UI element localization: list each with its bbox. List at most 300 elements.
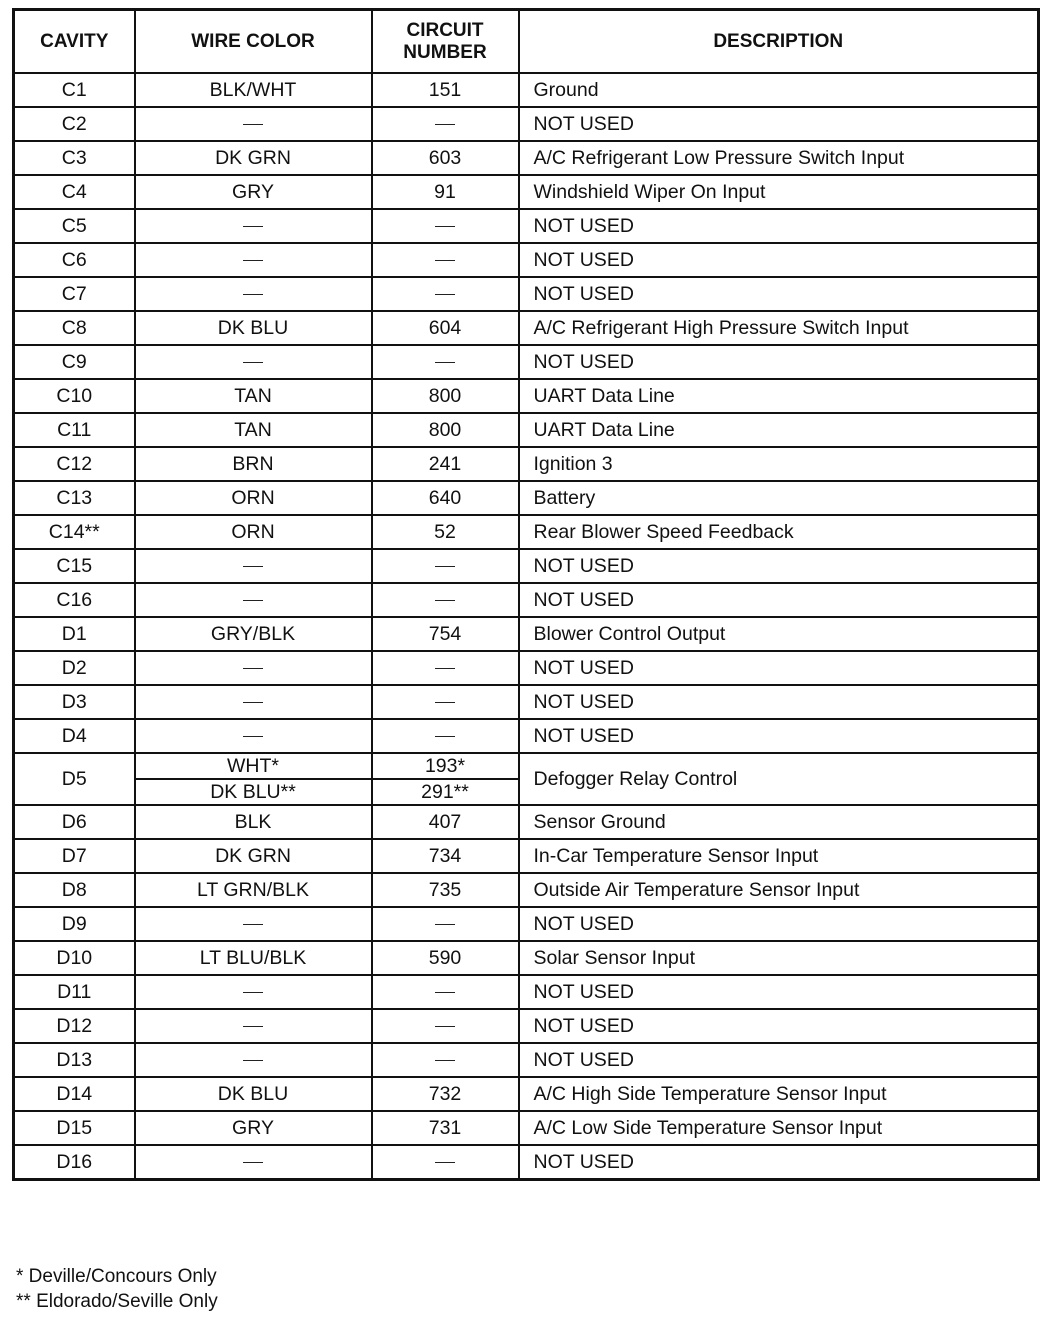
description-cell	[519, 1111, 1039, 1145]
circuit-number-cell	[372, 515, 519, 549]
wire-color-value: BLK/WHT	[209, 78, 297, 101]
wire-color-cell	[135, 73, 372, 107]
dash-mark	[243, 566, 263, 567]
wire-color-value: BLK	[234, 810, 272, 833]
cavity-value: C10	[56, 384, 93, 407]
circuit-number-value: 91	[434, 180, 456, 203]
circuit-number-value: 731	[428, 1116, 462, 1139]
cavity-cell	[14, 719, 135, 753]
cavity-value: D8	[61, 878, 87, 901]
table-row	[14, 481, 1039, 515]
table-row	[14, 345, 1039, 379]
description-value: Ground	[533, 78, 599, 101]
description-cell	[519, 209, 1039, 243]
table-row	[14, 141, 1039, 175]
cavity-value: C9	[61, 350, 87, 373]
description-cell	[519, 345, 1039, 379]
cavity-cell	[14, 753, 135, 805]
wire-color-cell	[135, 583, 372, 617]
dash-mark	[243, 260, 263, 261]
circuit-number-cell	[372, 719, 519, 753]
description-value: NOT USED	[533, 282, 634, 305]
circuit-number-value: 735	[428, 878, 462, 901]
circuit-number-cell	[372, 975, 519, 1009]
wire-color-cell	[135, 345, 372, 379]
dash-mark	[435, 1162, 455, 1163]
cavity-cell	[14, 107, 135, 141]
wire-color-value: ORN	[231, 486, 275, 509]
header-cavity: CAVITY	[14, 10, 135, 74]
circuit-number-value: 241	[428, 452, 462, 475]
wire-color-value: GRY	[232, 180, 274, 203]
dash-mark	[435, 600, 455, 601]
circuit-number-value-primary: 193*	[372, 754, 519, 780]
cavity-cell	[14, 141, 135, 175]
wire-color-value: TAN	[234, 418, 272, 441]
description-cell	[519, 1009, 1039, 1043]
cavity-value: D9	[61, 912, 87, 935]
table-row	[14, 447, 1039, 481]
wire-color-cell	[135, 753, 372, 805]
circuit-number-value: 604	[428, 316, 462, 339]
table-body	[14, 73, 1039, 1180]
circuit-number-value: 734	[428, 844, 462, 867]
circuit-number-cell	[372, 345, 519, 379]
table-header	[14, 10, 1039, 74]
description-value: NOT USED	[533, 112, 634, 135]
description-cell	[519, 941, 1039, 975]
wire-color-cell	[135, 941, 372, 975]
footnotes	[16, 1264, 218, 1314]
circuit-number-value: 407	[428, 810, 462, 833]
description-value: UART Data Line	[533, 418, 675, 441]
wire-color-cell	[135, 107, 372, 141]
dash-mark	[435, 1060, 455, 1061]
wire-color-cell	[135, 975, 372, 1009]
description-cell	[519, 515, 1039, 549]
circuit-number-value: 52	[434, 520, 456, 543]
table-row	[14, 413, 1039, 447]
wire-color-cell	[135, 379, 372, 413]
circuit-number-cell	[372, 583, 519, 617]
description-value: Blower Control Output	[533, 622, 726, 645]
description-value: Sensor Ground	[533, 810, 666, 833]
description-cell	[519, 907, 1039, 941]
table-row	[14, 685, 1039, 719]
description-cell	[519, 583, 1039, 617]
wire-color-value: LT GRN/BLK	[197, 878, 309, 901]
cavity-cell	[14, 839, 135, 873]
dash-mark	[243, 924, 263, 925]
circuit-number-cell	[372, 651, 519, 685]
cavity-value: C8	[61, 316, 87, 339]
description-cell	[519, 549, 1039, 583]
table-row	[14, 379, 1039, 413]
description-cell	[519, 685, 1039, 719]
dash-mark	[243, 600, 263, 601]
dash-mark	[435, 566, 455, 567]
cavity-value: C15	[56, 554, 93, 577]
description-value: Ignition 3	[533, 452, 613, 475]
description-value: Battery	[533, 486, 596, 509]
wire-color-value: DK BLU	[217, 316, 289, 339]
dash-mark	[435, 294, 455, 295]
circuit-number-cell	[372, 73, 519, 107]
table-row	[14, 243, 1039, 277]
dash-mark	[243, 124, 263, 125]
circuit-number-cell	[372, 617, 519, 651]
dash-mark	[243, 294, 263, 295]
description-value: Windshield Wiper On Input	[533, 180, 766, 203]
wire-color-value-secondary: DK BLU**	[210, 781, 296, 803]
table-row	[14, 907, 1039, 941]
circuit-number-value: 754	[428, 622, 462, 645]
header-row	[14, 10, 1039, 74]
dash-mark	[243, 992, 263, 993]
wire-color-value: GRY	[232, 1116, 274, 1139]
cavity-cell	[14, 243, 135, 277]
circuit-number-cell	[372, 907, 519, 941]
circuit-number-cell	[372, 175, 519, 209]
wire-color-value: LT BLU/BLK	[199, 946, 307, 969]
table-row	[14, 515, 1039, 549]
cavity-value: C5	[61, 214, 87, 237]
wire-color-value: DK GRN	[215, 844, 291, 867]
cavity-value: D10	[56, 946, 93, 969]
wire-color-value: DK GRN	[215, 146, 291, 169]
description-value: NOT USED	[533, 350, 634, 373]
description-cell	[519, 311, 1039, 345]
cavity-value: D5	[61, 767, 87, 790]
cavity-value: D13	[56, 1048, 93, 1071]
cavity-value: D16	[56, 1150, 93, 1173]
dash-mark	[243, 1162, 263, 1163]
table-row	[14, 277, 1039, 311]
description-cell	[519, 975, 1039, 1009]
table-row	[14, 719, 1039, 753]
circuit-number-cell	[372, 1077, 519, 1111]
cavity-cell	[14, 1009, 135, 1043]
footnote-double-asterisk: ** Eldorado/Seville Only	[16, 1291, 218, 1312]
dash-mark	[435, 124, 455, 125]
dash-mark	[435, 260, 455, 261]
dash-mark	[435, 1026, 455, 1027]
circuit-number-cell	[372, 1009, 519, 1043]
circuit-number-cell	[372, 107, 519, 141]
dash-mark	[435, 992, 455, 993]
description-value: A/C High Side Temperature Sensor Input	[533, 1082, 887, 1105]
cavity-cell	[14, 941, 135, 975]
cavity-value: D6	[61, 810, 87, 833]
header-wire-color: WIRE COLOR	[135, 10, 372, 74]
wire-color-cell	[135, 651, 372, 685]
circuit-number-value: 800	[428, 384, 462, 407]
cavity-cell	[14, 685, 135, 719]
cavity-value: D11	[57, 980, 92, 1003]
wire-color-cell	[135, 447, 372, 481]
wire-color-cell	[135, 1077, 372, 1111]
description-cell	[519, 719, 1039, 753]
circuit-number-cell	[372, 1111, 519, 1145]
dash-mark	[243, 1060, 263, 1061]
cavity-cell	[14, 209, 135, 243]
description-value: Outside Air Temperature Sensor Input	[533, 878, 860, 901]
dash-mark	[435, 668, 455, 669]
description-cell	[519, 1145, 1039, 1180]
wire-color-value: GRY/BLK	[210, 622, 296, 645]
circuit-number-cell	[372, 481, 519, 515]
wire-color-cell	[135, 209, 372, 243]
cavity-cell	[14, 447, 135, 481]
wire-color-cell	[135, 549, 372, 583]
wire-color-value: ORN	[231, 520, 275, 543]
wire-color-cell	[135, 839, 372, 873]
wire-color-cell	[135, 277, 372, 311]
wire-color-value-primary: WHT*	[135, 754, 372, 780]
table-row	[14, 873, 1039, 907]
table-row	[14, 1111, 1039, 1145]
footnote-single-asterisk: * Deville/Concours Only	[16, 1266, 217, 1287]
description-value: NOT USED	[533, 248, 634, 271]
table-row	[14, 941, 1039, 975]
description-value: NOT USED	[533, 656, 634, 679]
wire-color-cell	[135, 515, 372, 549]
circuit-number-cell	[372, 277, 519, 311]
wire-color-cell	[135, 1145, 372, 1180]
cavity-cell	[14, 277, 135, 311]
description-value: NOT USED	[533, 1014, 634, 1037]
description-cell	[519, 839, 1039, 873]
circuit-number-cell	[372, 549, 519, 583]
table-row	[14, 549, 1039, 583]
description-value: NOT USED	[533, 980, 634, 1003]
cavity-cell	[14, 1043, 135, 1077]
description-cell	[519, 617, 1039, 651]
cavity-cell	[14, 1111, 135, 1145]
cavity-cell	[14, 175, 135, 209]
circuit-number-cell	[372, 941, 519, 975]
wire-color-cell	[135, 719, 372, 753]
wire-color-cell	[135, 1009, 372, 1043]
dash-mark	[435, 226, 455, 227]
table-row	[14, 1145, 1039, 1180]
circuit-number-cell	[372, 311, 519, 345]
description-cell	[519, 447, 1039, 481]
table-row	[14, 583, 1039, 617]
description-cell	[519, 1043, 1039, 1077]
table-row	[14, 73, 1039, 107]
circuit-number-value: 640	[428, 486, 462, 509]
circuit-number-value: 603	[428, 146, 462, 169]
circuit-number-cell	[372, 209, 519, 243]
dash-mark	[435, 736, 455, 737]
circuit-number-cell	[372, 873, 519, 907]
header-circuit-line1: CIRCUIT	[406, 19, 484, 41]
description-cell	[519, 651, 1039, 685]
header-description: DESCRIPTION	[519, 10, 1039, 74]
description-cell	[519, 107, 1039, 141]
wire-color-cell	[135, 1111, 372, 1145]
description-value: NOT USED	[533, 912, 634, 935]
cavity-cell	[14, 907, 135, 941]
circuit-number-cell	[372, 379, 519, 413]
cavity-cell	[14, 583, 135, 617]
cavity-value: C16	[56, 588, 93, 611]
cavity-cell	[14, 1077, 135, 1111]
table-row	[14, 311, 1039, 345]
description-value: A/C Low Side Temperature Sensor Input	[533, 1116, 883, 1139]
dash-mark	[243, 226, 263, 227]
table-row	[14, 175, 1039, 209]
description-cell	[519, 175, 1039, 209]
cavity-value: D3	[61, 690, 87, 713]
description-value: NOT USED	[533, 690, 634, 713]
description-cell	[519, 141, 1039, 175]
cavity-value: C13	[56, 486, 93, 509]
cavity-value: D12	[56, 1014, 93, 1037]
cavity-value: C6	[61, 248, 87, 271]
wire-color-value: DK BLU	[217, 1082, 289, 1105]
cavity-value: C2	[61, 112, 87, 135]
dash-mark	[243, 736, 263, 737]
circuit-number-cell	[372, 1043, 519, 1077]
cavity-cell	[14, 379, 135, 413]
description-cell	[519, 379, 1039, 413]
dash-mark	[243, 668, 263, 669]
dash-mark	[435, 362, 455, 363]
circuit-number-cell	[372, 839, 519, 873]
table-row	[14, 1043, 1039, 1077]
table-row	[14, 107, 1039, 141]
description-cell	[519, 243, 1039, 277]
circuit-number-cell	[372, 141, 519, 175]
table-row	[14, 1009, 1039, 1043]
circuit-number-value: 151	[428, 78, 462, 101]
connector-pinout-table	[12, 8, 1040, 1181]
cavity-value: C3	[61, 146, 87, 169]
description-cell	[519, 73, 1039, 107]
description-cell	[519, 873, 1039, 907]
description-value: In-Car Temperature Sensor Input	[533, 844, 819, 867]
cavity-cell	[14, 651, 135, 685]
cavity-cell	[14, 481, 135, 515]
wire-color-cell	[135, 243, 372, 277]
wire-color-cell	[135, 1043, 372, 1077]
table-row	[14, 209, 1039, 243]
description-value: Defogger Relay Control	[533, 767, 738, 790]
description-cell	[519, 277, 1039, 311]
wire-color-value: TAN	[234, 384, 272, 407]
cavity-cell	[14, 617, 135, 651]
circuit-number-cell	[372, 447, 519, 481]
cavity-value: C14**	[48, 520, 100, 543]
description-value: A/C Refrigerant High Pressure Switch Input	[533, 316, 909, 339]
description-value: NOT USED	[533, 1048, 634, 1071]
cavity-value: D15	[56, 1116, 93, 1139]
cavity-value: C11	[57, 418, 92, 441]
table-row	[14, 975, 1039, 1009]
cavity-cell	[14, 1145, 135, 1180]
wire-color-cell	[135, 617, 372, 651]
wire-color-cell	[135, 141, 372, 175]
cavity-value: D4	[61, 724, 87, 747]
table-row	[14, 651, 1039, 685]
header-circuit-number	[372, 10, 519, 74]
description-value: NOT USED	[533, 588, 634, 611]
description-cell	[519, 753, 1039, 805]
cavity-value: D14	[56, 1082, 93, 1105]
cavity-cell	[14, 345, 135, 379]
circuit-number-cell	[372, 753, 519, 805]
wire-color-cell	[135, 175, 372, 209]
wire-color-value: BRN	[232, 452, 274, 475]
cavity-cell	[14, 73, 135, 107]
circuit-number-value: 732	[428, 1082, 462, 1105]
cavity-value: C12	[56, 452, 93, 475]
header-circuit-line2: NUMBER	[403, 41, 487, 63]
description-cell	[519, 481, 1039, 515]
dash-mark	[243, 362, 263, 363]
wire-color-cell	[135, 805, 372, 839]
description-value: NOT USED	[533, 724, 634, 747]
description-value: NOT USED	[533, 554, 634, 577]
description-value: NOT USED	[533, 214, 634, 237]
cavity-value: C4	[61, 180, 87, 203]
description-cell	[519, 413, 1039, 447]
circuit-number-cell	[372, 243, 519, 277]
description-value: A/C Refrigerant Low Pressure Switch Input	[533, 146, 905, 169]
description-value: Solar Sensor Input	[533, 946, 696, 969]
table-row	[14, 805, 1039, 839]
description-value: Rear Blower Speed Feedback	[533, 520, 794, 543]
cavity-cell	[14, 975, 135, 1009]
wire-color-cell	[135, 481, 372, 515]
description-cell	[519, 1077, 1039, 1111]
cavity-cell	[14, 549, 135, 583]
cavity-cell	[14, 311, 135, 345]
cavity-value: D1	[61, 622, 87, 645]
circuit-number-value-secondary: 291**	[421, 781, 469, 803]
circuit-number-value: 590	[428, 946, 462, 969]
table-row	[14, 1077, 1039, 1111]
circuit-number-cell	[372, 805, 519, 839]
dash-mark	[243, 1026, 263, 1027]
cavity-value: C7	[61, 282, 87, 305]
description-value: UART Data Line	[533, 384, 675, 407]
table-row-split	[14, 753, 1039, 805]
table-row	[14, 617, 1039, 651]
circuit-number-cell	[372, 1145, 519, 1180]
cavity-cell	[14, 805, 135, 839]
circuit-number-value: 800	[428, 418, 462, 441]
cavity-value: D2	[61, 656, 87, 679]
circuit-number-cell	[372, 413, 519, 447]
wire-color-cell	[135, 907, 372, 941]
table-row	[14, 839, 1039, 873]
cavity-value: D7	[61, 844, 87, 867]
dash-mark	[435, 702, 455, 703]
cavity-cell	[14, 873, 135, 907]
circuit-number-cell	[372, 685, 519, 719]
wire-color-cell	[135, 685, 372, 719]
description-cell	[519, 805, 1039, 839]
dash-mark	[243, 702, 263, 703]
dash-mark	[435, 924, 455, 925]
cavity-cell	[14, 515, 135, 549]
cavity-value: C1	[61, 78, 87, 101]
wire-color-cell	[135, 413, 372, 447]
description-value: NOT USED	[533, 1150, 634, 1173]
